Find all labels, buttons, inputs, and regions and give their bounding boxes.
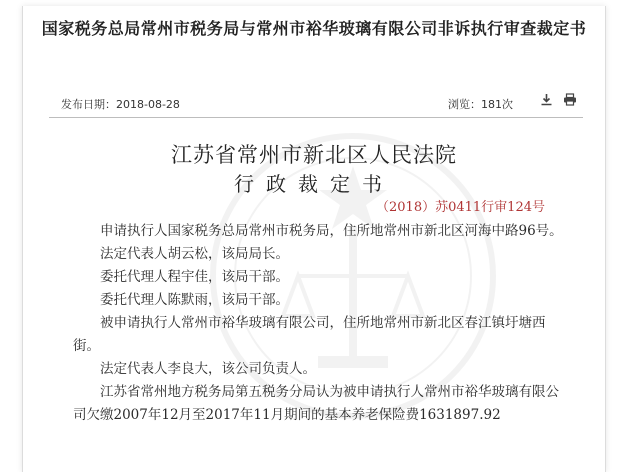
paragraph: 法定代表人胡云松，该局局长。 — [100, 246, 289, 262]
document-type: 行政裁定书 — [234, 172, 394, 196]
document-body — [73, 220, 563, 427]
paragraph: 委托代理人陈默雨，该局干部。 — [100, 292, 289, 308]
court-name: 江苏省常州市新北区人民法院 — [171, 143, 457, 167]
paragraph: 法定代表人李良大，该公司负责人。 — [100, 361, 316, 377]
paragraph: 江苏省常州地方税务局第五税务分局认为被申请执行人常州市裕华玻璃有限公司欠缴2007年12月至2017年11月期间的基本养老保险费1631897.92 — [73, 384, 559, 423]
paragraph: 申请执行人国家税务总局常州市税务局，住所地常州市新北区河海中路96号。 — [100, 223, 563, 239]
view-count: 浏览：181次 — [448, 98, 513, 111]
print-icon[interactable] — [563, 93, 577, 110]
article-title: 国家税务总局常州市税务局与常州市裕华玻璃有限公司非诉执行审查裁定书 — [41, 19, 587, 38]
article-container — [22, 6, 606, 472]
publish-date: 发布日期：2018-08-28 — [61, 98, 180, 111]
download-icon[interactable] — [540, 93, 553, 110]
case-number: （2018）苏0411行审124号 — [376, 200, 545, 215]
article-meta-bar — [49, 93, 583, 113]
article-actions — [540, 93, 577, 110]
paragraph: 被申请执行人常州市裕华玻璃有限公司，住所地常州市新北区春江镇圩塘西街。 — [73, 315, 546, 354]
paragraph: 委托代理人程宇佳，该局干部。 — [100, 269, 289, 285]
meta-divider — [49, 117, 583, 118]
